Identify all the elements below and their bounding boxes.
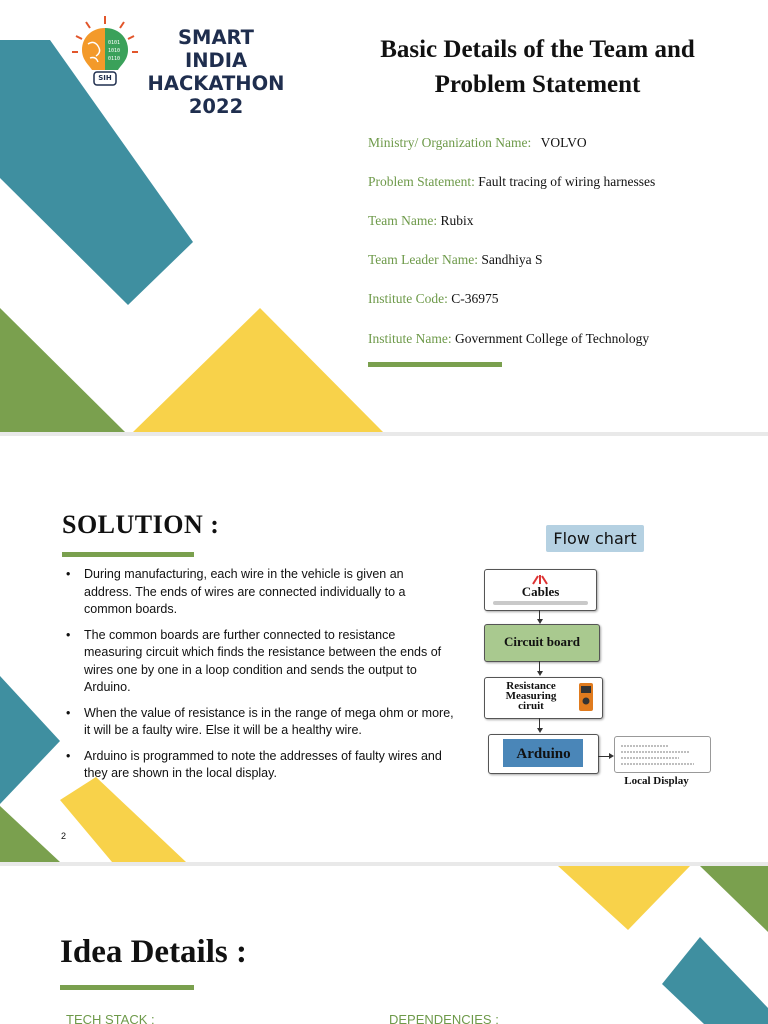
arrow-3 — [539, 718, 540, 728]
flowchart-resistance — [484, 677, 603, 719]
arrow-2 — [539, 661, 540, 671]
arrow-1 — [539, 610, 540, 619]
detail-team-name — [368, 213, 474, 229]
yellow-triangle — [558, 866, 690, 930]
detail-value: Rubix — [440, 213, 474, 228]
detail-label: Problem Statement: — [368, 174, 475, 189]
arrowhead-3 — [537, 728, 543, 733]
green-triangle — [0, 308, 125, 432]
list-item: • During manufacturing, each wire in the vehicle is given an address. The ends of wires are connected individually to a common boards. — [60, 566, 455, 619]
flowchart-title: Flow chart — [546, 525, 644, 552]
detail-value: Government College of Technology — [454, 331, 650, 346]
list-item: • The common boards are further connected to resistance measuring circuit which finds the resistance between the ends of wires one by one in a loop condition and sends the output to Arduino. — [60, 627, 455, 697]
logo-year: 2022 — [188, 95, 244, 118]
detail-problem-statement — [368, 174, 655, 190]
divider-green — [368, 362, 502, 367]
flowchart-cables — [484, 569, 597, 611]
slide-solution — [0, 436, 768, 862]
flowchart-circuit-board — [484, 624, 600, 662]
detail-ministry — [368, 135, 587, 151]
detail-institute-code — [368, 291, 499, 307]
flowchart-arduino — [488, 734, 599, 774]
cables-label: Cables — [521, 584, 560, 599]
flowchart-local-display — [614, 736, 711, 773]
arrowhead-2 — [537, 671, 543, 676]
svg-text:1010: 1010 — [108, 48, 121, 54]
detail-label: Institute Name: — [368, 331, 452, 346]
yellow-triangle — [133, 308, 383, 432]
green-shape — [0, 806, 60, 862]
sih-logo — [64, 14, 146, 88]
title-line2: Problem Statement — [434, 71, 641, 98]
detail-label: Institute Code: — [368, 291, 448, 306]
arduino-label: Arduino — [516, 746, 571, 762]
detail-label: Team Leader Name: — [368, 252, 478, 267]
cable-line-icon — [493, 600, 588, 606]
solution-bullets — [60, 566, 455, 791]
teal-shape — [662, 937, 768, 1024]
divider-green — [62, 552, 194, 557]
detail-value: Fault tracing of wiring harnesses — [478, 174, 656, 189]
slide-team-details — [0, 0, 768, 432]
teal-shape — [0, 676, 60, 804]
logo-line1: SMART INDIA — [178, 26, 254, 72]
logo-badge: SIH — [98, 74, 112, 82]
page-number: 2 — [61, 831, 67, 841]
circuit-board-label: Circuit board — [504, 634, 580, 649]
tech-stack-label: TECH STACK : — [66, 1012, 155, 1024]
detail-value: VOLVO — [540, 135, 587, 150]
detail-value: C-36975 — [451, 291, 499, 306]
svg-text:0101: 0101 — [108, 40, 121, 46]
green-shape — [700, 866, 768, 932]
slide-idea-details — [0, 866, 768, 1024]
page-title — [330, 32, 745, 102]
list-item: • Arduino is programmed to note the addresses of faulty wires and they are shown in the local display. — [60, 748, 455, 783]
title-line1: Basic Details of the Team and — [380, 36, 695, 63]
local-display-label: Local Display — [624, 775, 689, 787]
divider-green — [60, 985, 194, 990]
detail-team-leader — [368, 252, 543, 268]
resistance-label — [489, 681, 573, 711]
detail-institute-name — [368, 331, 649, 347]
logo-line2: HACKATHON — [147, 72, 285, 95]
multimeter-icon — [577, 682, 597, 714]
list-item: • When the value of resistance is in the range of mega ohm or more, it will be a faulty wire. Else it will be a healthy wire. — [60, 705, 455, 740]
resistance-line1: Resistance — [506, 680, 556, 692]
resistance-line2: Measuring — [505, 690, 557, 702]
svg-text:0110: 0110 — [108, 56, 121, 62]
detail-label: Ministry/ Organization Name: — [368, 135, 532, 150]
idea-title: Idea Details : — [60, 934, 247, 970]
logo-wordmark — [146, 26, 286, 118]
resistance-line3: ciruit — [518, 700, 544, 712]
dependencies-label: DEPENDENCIES : — [389, 1012, 499, 1024]
detail-label: Team Name: — [368, 213, 438, 228]
display-readout-icon — [619, 742, 705, 768]
detail-value: Sandhiya S — [481, 252, 543, 267]
solution-title: SOLUTION : — [62, 510, 220, 539]
